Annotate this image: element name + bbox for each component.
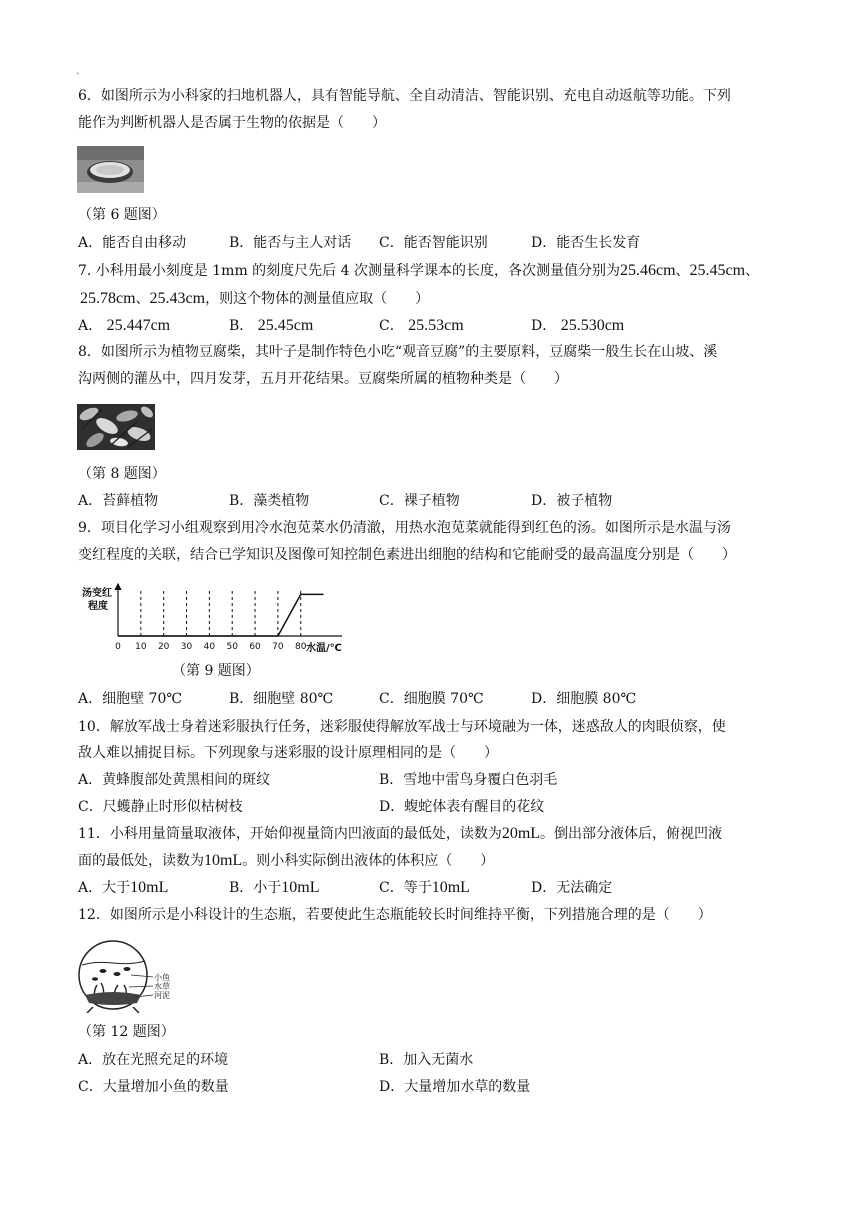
fish-icons — [92, 967, 131, 981]
q7-value-4: 25.43cm — [149, 290, 206, 307]
q10-line2: 敌人难以捕捉目标。下列现象与迷彩服的设计原理相同的是（ ） — [78, 745, 498, 761]
temperature-chart — [80, 578, 350, 656]
q7-line1 — [78, 261, 759, 281]
q9-line2: 变红程度的关联，结合已学知识及图像可知控制色素进出细胞的结构和它能耐受的最高温度分别是（ ） — [78, 547, 736, 563]
q10-option-a: A．黄蜂腹部处黄黑相间的斑纹 — [78, 772, 271, 788]
q8-line2: 沟两侧的灌丛中，四月发芽，五月开花结果。豆腐柴所属的植物种类是（ ） — [78, 371, 568, 387]
q11-stem-d: 。则小科实际倒出液体的体积应（ ） — [242, 853, 495, 869]
q6-caption: （第 6 题图） — [78, 207, 166, 223]
q11-value-2: 10mL — [204, 852, 243, 869]
q11-option-b-text: B．小于 — [229, 880, 282, 896]
q7-sep-1: 、 — [675, 263, 690, 279]
q11-line1 — [78, 824, 722, 844]
q12-option-b: B．加入无菌水 — [379, 1052, 474, 1068]
q7-option-c-value: 25.53cm — [408, 317, 464, 334]
label-line-weed — [129, 986, 153, 987]
page-dot: . — [76, 66, 80, 77]
q8-option-c: C．裸子植物 — [379, 493, 460, 509]
q7-option-a-value: 25.447cm — [106, 317, 171, 334]
q8-caption: （第 8 题图） — [78, 466, 166, 482]
river-mud — [85, 992, 141, 1005]
q9-caption: （第 9 题图） — [172, 663, 260, 679]
q11-option-a-text: A．大于 — [78, 880, 131, 896]
q7-option-c-letter: C． — [379, 318, 404, 334]
q9-option-c: C．细胞膜 70℃ — [379, 691, 484, 707]
q7-option-d-value: 25.530cm — [560, 317, 625, 334]
q7-option-b-value: 25.45cm — [257, 317, 314, 334]
q9-option-d: D．细胞膜 80℃ — [531, 691, 637, 707]
chart-tick-label-0: 0 — [115, 642, 121, 652]
label-weed: 水草 — [154, 982, 170, 991]
q7-line2 — [80, 289, 429, 309]
q11-stem-b: 。倒出部分液体后，俯视凹液 — [540, 826, 723, 842]
q7-option-b-letter: B． — [229, 318, 254, 334]
q6-option-a: A．能否自由移动 — [78, 235, 187, 251]
tofu-plant-image — [77, 404, 155, 450]
q8-line1: 8．如图所示为植物豆腐柴，其叶子是制作特色小吃“观音豆腐”的主要原料，豆腐柴一般生长在山坡、溪 — [78, 344, 718, 360]
q11-option-a — [78, 878, 168, 898]
chart-tick-label-40: 40 — [203, 642, 216, 652]
label-line-fish — [131, 975, 153, 977]
q12-option-d: D．大量增加水草的数量 — [379, 1079, 531, 1095]
q12-caption: （第 12 题图） — [78, 1024, 175, 1040]
q7-option-a-letter: A． — [78, 318, 103, 334]
q10-line1: 10．解放军战士身着迷彩服执行任务，迷彩服使得解放军战士与环境融为一体，迷惑敌人的肉眼侦察，使 — [78, 719, 726, 735]
eco-bottle-diagram — [75, 933, 195, 1013]
q7-option-b — [229, 316, 313, 336]
q7-sep-3: 、 — [135, 291, 150, 307]
q11-stem-c: 面的最低处，读数为 — [78, 853, 204, 869]
q8-option-b: B．藻类植物 — [229, 493, 310, 509]
q9-option-b: B．细胞壁 80℃ — [229, 691, 334, 707]
q12-option-c: C．大量增加小鱼的数量 — [78, 1079, 229, 1095]
q10-option-c: C．尺蠖静止时形似枯树枝 — [78, 799, 243, 815]
q10-option-d: D．蝮蛇体表有醒目的花纹 — [379, 799, 545, 815]
q11-value-1: 20mL — [501, 825, 541, 842]
chart-tick-label-60: 60 — [249, 642, 261, 652]
chart-series-line — [118, 594, 324, 636]
chart-ylabel-line2: 程度 — [88, 601, 108, 612]
q11-option-a-value: 10mL — [130, 879, 169, 896]
q11-option-c-value: 10mL — [431, 879, 470, 896]
chart-tick-label-50: 50 — [226, 642, 238, 652]
chart-tick-label-80: 80 — [295, 642, 307, 652]
q7-option-c — [379, 316, 464, 336]
q9-line1: 9．项目化学习小组观察到用冷水泡苋菜水仍清澈，用热水泡苋菜就能得到红色的汤。如图所示是水温与汤 — [78, 520, 731, 536]
chart-tick-label-30: 30 — [180, 642, 193, 652]
q9-option-a: A．细胞壁 70℃ — [78, 691, 183, 707]
q7-value-3: 25.78cm — [80, 290, 136, 307]
q11-option-c-text: C．等于 — [379, 880, 432, 896]
chart-tick-label-20: 20 — [157, 642, 170, 652]
q8-option-d: D．被子植物 — [531, 493, 613, 509]
q11-option-b — [229, 878, 320, 898]
q6-option-c: C．能否智能识别 — [379, 235, 488, 251]
q11-stem-a: 11．小科用量筒量取液体，开始仰视量筒内凹液面的最低处，读数为 — [78, 826, 502, 842]
q11-option-c — [379, 878, 470, 898]
q6-line2: 能作为判断机器人是否属于生物的依据是（ ） — [78, 115, 386, 131]
label-mud: 河泥 — [154, 991, 170, 1000]
q7-value-1: 25.46cm — [619, 262, 676, 279]
water-surface — [82, 961, 145, 965]
q11-option-d: D．无法确定 — [531, 880, 613, 896]
q6-option-b: B．能否与主人对话 — [229, 235, 352, 251]
q7-option-d-letter: D． — [531, 318, 557, 334]
q7-stem-a: 7. 小科用最小刻度是 1mm 的刻度尺先后 4 次测量科学课本的长度，各次测量值分别为 — [78, 263, 620, 279]
q7-stem-b: ，则这个物体的测量值应取（ ） — [205, 291, 430, 307]
q7-option-a — [78, 316, 170, 336]
q6-option-d: D．能否生长发育 — [531, 235, 641, 251]
q11-line2 — [78, 851, 494, 871]
chart-ylabel-line1: 汤变红 — [82, 588, 112, 599]
q7-option-d — [531, 316, 624, 336]
chart-xlabel: 水温/℃ — [306, 643, 342, 654]
q12-option-a: A．放在光照充足的环境 — [78, 1052, 229, 1068]
label-fish: 小鱼 — [154, 973, 170, 982]
q10-option-b: B．雪地中雷鸟身覆白色羽毛 — [379, 772, 558, 788]
chart-tick-label-70: 70 — [272, 642, 284, 652]
robot-vacuum-image — [77, 146, 144, 193]
q12-line1: 12．如图所示是小科设计的生态瓶，若要使此生态瓶能较长时间维持平衡，下列措施合理的是（ ） — [78, 907, 712, 923]
q7-value-2: 25.45cm — [689, 262, 746, 279]
q8-option-a: A．苔藓植物 — [78, 493, 159, 509]
q7-sep-2: 、 — [745, 263, 760, 279]
q6-line1: 6．如图所示为小科家的扫地机器人，具有智能导航、全自动清洁、智能识别、充电自动返航等功能。下列 — [78, 88, 731, 104]
bottle-stand — [87, 1007, 139, 1013]
q11-option-b-value: 10mL — [281, 879, 320, 896]
chart-tick-label-10: 10 — [135, 642, 147, 652]
